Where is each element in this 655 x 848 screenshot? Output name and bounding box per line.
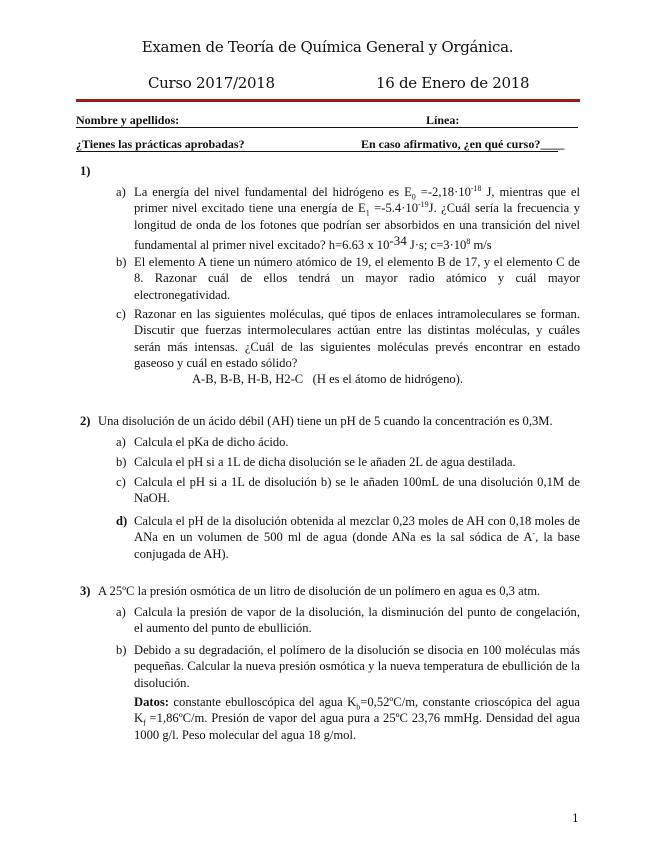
practicas-field[interactable] — [76, 137, 565, 152]
line-label: Línea: — [426, 113, 460, 127]
item-label: a) — [116, 435, 126, 449]
question-1c — [116, 306, 580, 371]
question-2-number: 2) — [80, 414, 91, 428]
page-number: 1 — [572, 812, 579, 825]
question-2-item — [116, 474, 580, 507]
item-label: a) — [116, 185, 126, 199]
exam-date: 16 de Enero de 2018 — [376, 74, 530, 92]
item-label: b) — [116, 255, 127, 269]
question-1-number: 1) — [80, 164, 91, 178]
item-label: a) — [116, 605, 126, 619]
header-divider — [76, 99, 580, 102]
question-2-intro: Una disolución de un ácido débil (AH) tiene un pH de 5 cuando la concentración es 0,3M. — [98, 414, 553, 428]
question-1b — [116, 254, 580, 303]
question-2-item-text: Calcula el pH de la disolución obtenida al mezclar 0,23 moles de AH con 0,18 moles de ANa en un volumen de 500 ml de agua (donde ANa es la sal sódica de A-, la base conjugada de AH). — [134, 514, 580, 561]
question-3a — [116, 604, 580, 637]
item-label: d) — [116, 514, 128, 528]
question-3-data — [116, 694, 580, 743]
question-1a — [116, 184, 580, 253]
question-1a-text: La energía del nivel fundamental del hidrógeno es $E_0 =-2,18\cdot 10^{-18}$ J, mientras que el primer nivel excitado tiene una energía de $E_1 =-5.4\cdot 10^{-19}J$. ¿Cuál sería la frecuencia y longitud de onda de los fotones que podrían ser absorbidos en una transición del nivel fundamental al primer nivel excitado? h=6.63 x 10-34 J·s; $c=3\cdot 10^8$ m/s — [134, 183, 581, 252]
item-label: b) — [116, 643, 127, 657]
question-2-item-text: Calcula el pH si a 1L de dicha disolución se le añaden 2L de agua destilada. — [134, 455, 516, 469]
question-3-number: 3) — [80, 584, 91, 598]
question-2-item-text: Calcula el pH si a 1L de disolución b) se le añaden 100mL de una disolución 0,1M de NaOH. — [134, 475, 580, 506]
course-year: Curso 2017/2018 — [148, 74, 275, 92]
question-2-item — [116, 454, 580, 470]
item-label: c) — [116, 307, 126, 321]
question-2-item — [116, 513, 580, 562]
question-1b-text: El elemento A tiene un número atómico de 19, el elemento B de 17, y el elemento C de 8. Razonar cuál de ellos tendrá un mayor radio atómico y cuál mayor electronegatividad. — [134, 255, 580, 302]
data-label: Datos: — [134, 695, 169, 709]
curso-label: En caso afirmativo, ¿en qué curso?____ — [361, 137, 565, 151]
question-3b — [116, 642, 580, 691]
item-label: b) — [116, 455, 127, 469]
question-3b-text: Debido a su degradación, el polímero de la disolución se disocia en 100 moléculas más pequeñas. Calcular la nueva presión osmótica y la nueva temperatura de ebullición de la disolución. — [134, 643, 580, 690]
data-text: constante ebulloscópica del agua $K_b=0,52ºC/m$, constante crioscópica del agua $K_f$ =1,86ºC/m. Presión de vapor del agua pura a 25ºC 23,76 mmHg. Densidad del agua 1000 g/l. Peso molecular del agua 18 g/mol. — [134, 695, 580, 742]
item-label: c) — [116, 475, 126, 489]
question-3-intro: A 25ºC la presión osmótica de un litro de disolución de un polímero en agua es 0,3 atm. — [98, 584, 541, 598]
question-1c-text: Razonar en las siguientes moléculas, qué tipos de enlaces intramoleculares se forman. Discutir que fuerzas intermoleculares actúan entre las distintas moléculas, y cuáles serán más intensas. ¿Cuál de las siguientes moléculas prevés encontrar en estado gaseoso y cuál en estado sólido? — [134, 307, 580, 370]
question-2-item — [116, 434, 580, 450]
exam-title: Examen de Teoría de Química General y Orgánica. — [141, 38, 514, 56]
molecule-list: A-B, B-B, H-B, H2-C (H es el átomo de hidrógeno). — [191, 372, 464, 386]
name-field[interactable] — [76, 113, 578, 128]
practicas-label: ¿Tienes las prácticas aprobadas? — [76, 137, 245, 151]
name-label: Nombre y apellidos: — [76, 113, 180, 127]
question-2-item-text: Calcula el pKa de dicho ácido. — [134, 435, 289, 449]
question-3a-text: Calcula la presión de vapor de la disolución, la disminución del punto de congelación, el aumento del punto de ebullición. — [134, 605, 580, 636]
